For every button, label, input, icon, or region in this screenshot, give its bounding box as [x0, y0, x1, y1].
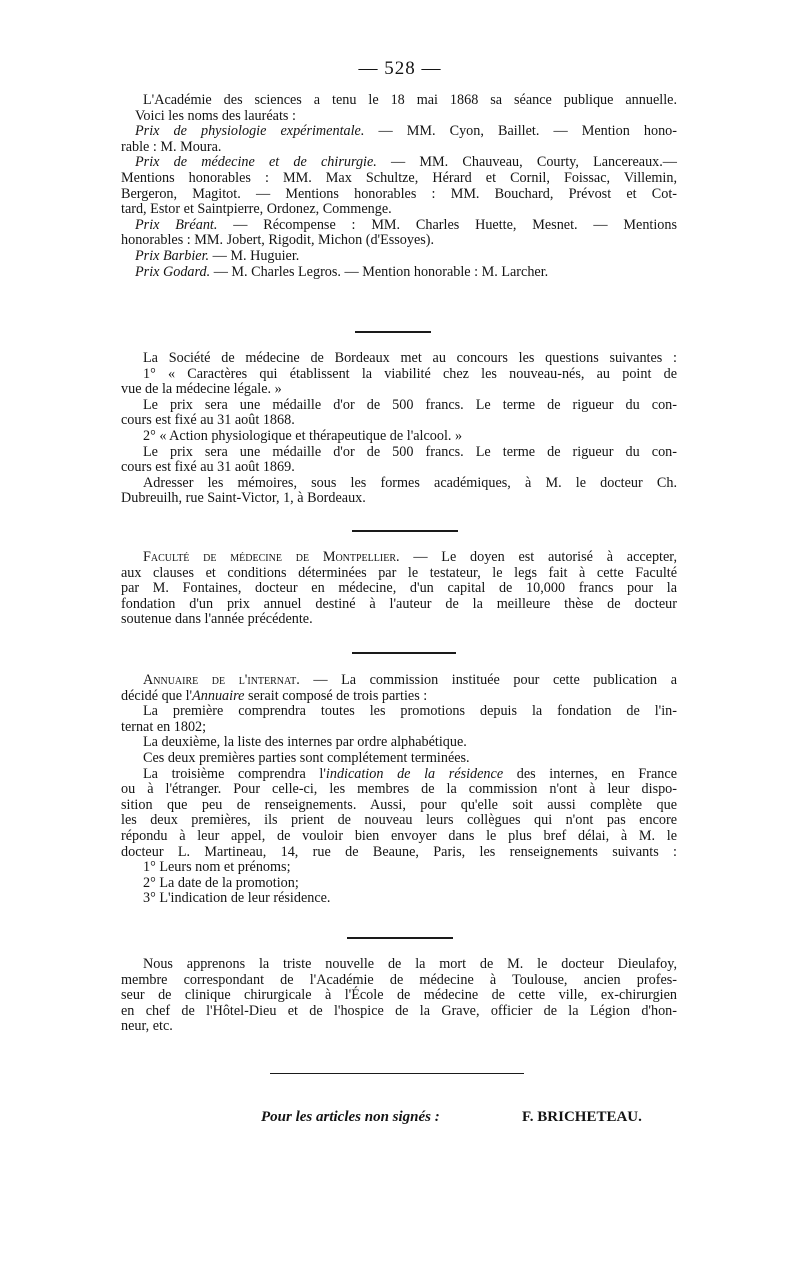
prize-line: Prix de médecine et de chirurgie. — MM. Chauveau, Courty, Lancereaux.— — [135, 154, 677, 171]
paragraph-line: décidé que l'Annuaire serait composé de trois parties : — [121, 687, 428, 704]
prize-name: Prix de médecine et de chirurgie. — [135, 154, 377, 171]
page-number: — 528 — — [358, 58, 442, 79]
footer-divider — [270, 1073, 524, 1074]
paragraph-line: Nous apprenons la triste nouvelle de la mort de M. le docteur Dieulafoy, — [143, 956, 677, 972]
paragraph-line: cours est fixé au 31 août 1869. — [121, 459, 295, 476]
prize-line: tard, Estor et Saintpierre, Ordonez, Commenge. — [121, 201, 392, 218]
prize-line: Prix de physiologie expérimentale. — MM. Cyon, Baillet. — Mention hono- — [135, 123, 677, 140]
prize-name: Prix Bréant. — [135, 216, 218, 233]
paragraph-line: sition que peu de renseignements. Aussi, pour qu'elle soit aussi complète que — [121, 796, 677, 813]
list-item: 3° L'indication de leur résidence. — [143, 890, 331, 907]
paragraph-line: Le prix sera une médaille d'or de 500 francs. Le terme de rigueur du con- — [143, 396, 677, 413]
paragraph-line: répondu à leur appel, de vouloir bien envoyer dans le plus bref délai, à M. le — [121, 827, 677, 844]
prize-line: Prix Barbier. — M. Huguier. — [135, 247, 300, 264]
paragraph-line: soutenue dans l'année précédente. — [121, 611, 313, 628]
paragraph-line: La deuxième, la liste des internes par ordre alphabétique. — [143, 734, 467, 751]
paragraph-line: Adresser les mémoires, sous les formes académiques, à M. le docteur Ch. — [143, 474, 677, 491]
paragraph-line: Voici les noms des lauréats : — [135, 107, 296, 124]
section-divider — [352, 530, 458, 532]
paragraph-line: La Société de médecine de Bordeaux met au concours les questions suivantes : — [143, 350, 677, 366]
paragraph-line: cours est fixé au 31 août 1868. — [121, 412, 295, 429]
paragraph-line: Dubreuilh, rue Saint-Victor, 1, à Bordeaux. — [121, 490, 366, 507]
prize-line: Mentions honorables : MM. Max Schultze, Hérard et Cornil, Foissac, Villemin, — [121, 169, 677, 186]
prize-line: Bergeron, Magitot. — Mentions honorables : MM. Bouchard, Prévost et Cot- — [121, 185, 677, 202]
prize-line: honorables : MM. Jobert, Rigodit, Michon (d'Essoyes). — [121, 232, 435, 249]
internat-section — [121, 673, 677, 907]
paragraph-line: membre correspondant de l'Académie de médecine à Toulouse, ancien profes- — [121, 971, 677, 988]
prize-name: Prix de physiologie expérimentale. — [135, 123, 365, 140]
paragraph-line: Annuaire de l'internat. — La commission instituée pour cette publication a — [143, 672, 677, 688]
paragraph-line: neur, etc. — [121, 1018, 173, 1035]
paragraph-line: ternat en 1802; — [121, 718, 207, 735]
paragraph-line: docteur L. Martineau, 14, rue de Beaune, Paris, les renseignements suivants : — [121, 843, 677, 860]
prize-line: rable : M. Moura. — [121, 138, 222, 155]
paragraph-line: Faculté de médecine de Montpellier. — Le doyen est autorisé à accepter, — [143, 549, 677, 565]
prize-name: Prix Godard. — [135, 263, 211, 280]
paragraph-line: ou à l'étranger. Pour celle-ci, les membres de la commission n'ont à leur dispo- — [121, 781, 677, 798]
paragraph-line: Ces deux premières parties sont complétement terminées. — [143, 749, 470, 766]
prize-name: Prix Barbier. — [135, 247, 210, 264]
bordeaux-section — [121, 351, 677, 507]
section-heading: Annuaire de l'internat. — [143, 672, 300, 688]
paragraph-line: les deux premières, ils prient de nouveau leurs collègues qui n'ont pas encore — [121, 812, 677, 829]
paragraph-line: fondation d'un prix annuel destiné à l'auteur de la meilleure thèse de docteur — [121, 595, 677, 612]
section-divider — [352, 652, 456, 654]
list-item: 1° Leurs nom et prénoms; — [143, 859, 291, 876]
dieulafoy-section — [121, 957, 677, 1035]
paragraph-line: seur de clinique chirurgicale à l'École de médecine de cette ville, ex-chirurgien — [121, 987, 677, 1004]
paragraph-line: en chef de l'Hôtel-Dieu et de l'hospice de la Grave, officier de la Légion d'hon- — [121, 1002, 677, 1019]
paragraph-line: Le prix sera une médaille d'or de 500 francs. Le terme de rigueur du con- — [143, 443, 677, 460]
paragraph-line: par M. Fontaines, docteur en médecine, d'un capital de 10,000 francs pour la — [121, 580, 677, 597]
paragraph-line: vue de la médecine légale. » — [121, 381, 282, 398]
prize-line: Prix Godard. — M. Charles Legros. — Mention honorable : M. Larcher. — [135, 263, 549, 280]
paragraph-line: La troisième comprendra l'indication de la résidence des internes, en France — [143, 765, 677, 782]
section-divider — [355, 331, 431, 333]
list-item: 2° La date de la promotion; — [143, 874, 299, 891]
signature-label: Pour les articles non signés : — [261, 1109, 440, 1125]
paragraph-line: 1° « Caractères qui établissent la viabilité chez les nouveau-nés, au point de — [143, 365, 677, 382]
montpellier-section — [121, 550, 677, 628]
section-heading: Faculté de médecine de Montpellier. — [143, 549, 400, 565]
signature-name: F. BRICHETEAU. — [522, 1109, 642, 1125]
paragraph-line: 2° « Action physiologique et thérapeutique de l'alcool. » — [143, 427, 463, 444]
prize-line: Prix Bréant. — Récompense : MM. Charles Huette, Mesnet. — Mentions — [135, 216, 678, 233]
paragraph-line: aux clauses et conditions déterminées par le testateur, le legs fait à cette Faculté — [121, 564, 677, 581]
academie-section — [121, 93, 677, 280]
section-divider — [347, 937, 453, 939]
paragraph-line: La première comprendra toutes les promotions depuis la fondation de l'in- — [143, 703, 677, 720]
paragraph-line: L'Académie des sciences a tenu le 18 mai 1868 sa séance publique annuelle. — [143, 92, 677, 108]
